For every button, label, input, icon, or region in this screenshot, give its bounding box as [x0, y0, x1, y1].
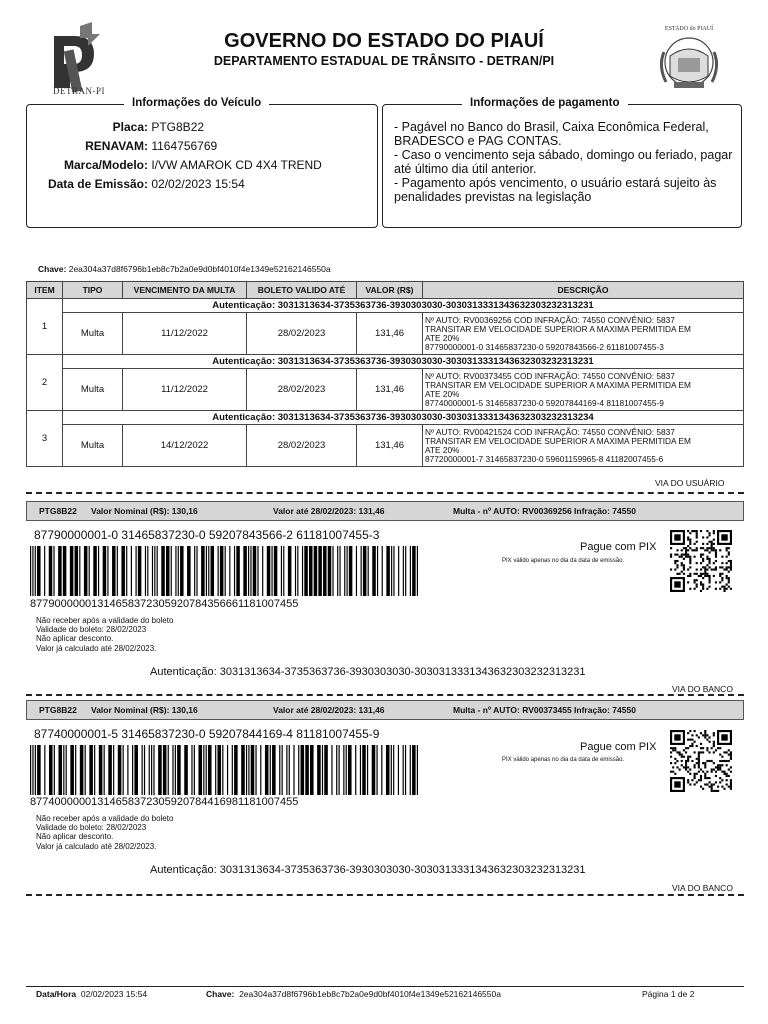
row-due: 11/12/2022 — [123, 369, 247, 411]
table-row — [27, 355, 744, 369]
boleto-value-until: Valor até 28/02/2023: 131,46 — [273, 705, 385, 715]
row-value: 131,46 — [357, 425, 423, 467]
boleto-value-until: Valor até 28/02/2023: 131,46 — [273, 506, 385, 516]
table-row — [27, 299, 744, 313]
table-row — [27, 411, 744, 425]
boleto-plate: PTG8B22 — [39, 705, 77, 715]
via-usuario-label: VIA DO USUÁRIO — [655, 478, 725, 488]
cut-line — [26, 894, 744, 896]
row-valid: 28/02/2023 — [247, 425, 357, 467]
footer-datetime: Data/Hora 02/02/2023 15:54 — [36, 989, 148, 999]
vehicle-info-title: Informações do Veículo — [124, 97, 269, 109]
vehicle-info — [34, 118, 374, 194]
item-number: 1 — [27, 299, 63, 355]
barcode — [30, 546, 418, 596]
row-auth: Autenticação: 3031313634-3735363736-3930303030-3030313331343632303232313231 — [63, 299, 744, 313]
col-header: VENCIMENTO DA MULTA — [123, 282, 247, 299]
model-value: I/VW AMAROK CD 4X4 TREND — [151, 158, 322, 172]
boleto-fine-info: Multa - nº AUTO: RV00373455 Infração: 74550 — [453, 705, 636, 715]
payment-line: - Caso o vencimento seja sábado, domingo ou feriado, pagar até último dia útil anterior. — [394, 148, 733, 176]
boleto-fine-info: Multa - nº AUTO: RV00369256 Infração: 74550 — [453, 506, 636, 516]
row-value: 131,46 — [357, 313, 423, 355]
boleto-plate: PTG8B22 — [39, 506, 77, 516]
payment-info — [394, 120, 736, 204]
via-banco-label: VIA DO BANCO — [672, 883, 733, 893]
detran-logo-text: DETRAN-PI — [53, 86, 105, 96]
item-number: 3 — [27, 411, 63, 467]
cut-line — [26, 492, 744, 494]
payment-line: - Pagamento após vencimento, o usuário estará sujeito às penalidades previstas na legislação — [394, 176, 717, 204]
svg-text:ESTADO do PIAUÍ: ESTADO do PIAUÍ — [664, 26, 714, 32]
boleto-nominal: Valor Nominal (R$): 130,16 — [91, 506, 198, 516]
via-banco-label: VIA DO BANCO — [672, 684, 733, 694]
boleto-notes: Não receber após a validade do boleto Validade do boleto: 28/02/2023 Não aplicar desconto. Valor já calculado até 28/02/2023. — [36, 616, 174, 653]
issue-date-value: 02/02/2023 15:54 — [151, 177, 245, 191]
barcode — [30, 745, 418, 795]
footer-key: Chave: 2ea304a37d8f6796b1eb8c7b2a0e9d0bf4010f4e1349e52162146550a — [206, 989, 501, 999]
pix-qr-code — [670, 530, 732, 592]
row-description: Nº AUTO: RV00369256 COD INFRAÇÃO: 74550 CONVÊNIO: 5837 TRANSITAR EM VELOCIDADE SUPERIOR A MAXIMA PERMITIDA EM ATE 20% 87790000001-0 31465837230-0 59207843566-2 61181007455-3 — [423, 313, 744, 355]
col-header: VALOR (R$) — [357, 282, 423, 299]
key-label: Chave: — [38, 264, 67, 274]
boleto-notes: Não receber após a validade do boleto Validade do boleto: 28/02/2023 Não aplicar desconto. Valor já calculado até 28/02/2023. — [36, 814, 174, 851]
payment-line: - Pagável no Banco do Brasil, Caixa Econômica Federal, BRADESCO e PAG CONTAS. — [394, 120, 709, 148]
col-header: BOLETO VALIDO ATÉ — [247, 282, 357, 299]
row-description: Nº AUTO: RV00421524 COD INFRAÇÃO: 74550 CONVÊNIO: 5837 TRANSITAR EM VELOCIDADE SUPERIOR A MAXIMA PERMITIDA EM ATE 20% 87720000001-7 31465837230-0 59601159965-8 41182007455-6 — [423, 425, 744, 467]
pix-note: PIX válido apenas no dia da data de emissão. — [502, 558, 625, 564]
key-value: 2ea304a37d8f6796b1eb8c7b2a0e9d0bf4010f4e1349e52162146550a — [68, 264, 331, 274]
table-row — [27, 425, 744, 467]
model-label: Marca/Modelo: — [63, 158, 148, 172]
row-description: Nº AUTO: RV00373455 COD INFRAÇÃO: 74550 CONVÊNIO: 5837 TRANSITAR EM VELOCIDADE SUPERIOR A MAXIMA PERMITIDA EM ATE 20% 87740000001-5 31465837230-0 59207844169-4 81181007455-9 — [423, 369, 744, 411]
table-row — [27, 369, 744, 411]
boleto-auth: Autenticação: 3031313634-3735363736-3930303030-3030313331343632303232313231 — [150, 864, 586, 876]
boleto-auth: Autenticação: 3031313634-3735363736-3930303030-3030313331343632303232313231 — [150, 666, 586, 678]
row-type: Multa — [63, 313, 123, 355]
col-header: ITEM — [27, 282, 63, 299]
page-title: GOVERNO DO ESTADO DO PIAUÍ — [224, 30, 544, 52]
boleto-header — [26, 700, 744, 720]
item-number: 2 — [27, 355, 63, 411]
row-due: 14/12/2022 — [123, 425, 247, 467]
pix-title: Pague com PIX — [580, 541, 657, 553]
boleto-nominal: Valor Nominal (R$): 130,16 — [91, 705, 198, 715]
digitable-line: 87740000001-5 31465837230-0 59207844169-4 81181007455-9 — [34, 727, 380, 741]
table-row — [27, 313, 744, 355]
key-line — [38, 264, 331, 274]
barcode-number: 877900000013146583723059207843566611810074​55 — [30, 598, 299, 610]
table-header-row — [27, 282, 744, 299]
cut-line — [26, 694, 744, 696]
row-type: Multa — [63, 425, 123, 467]
row-valid: 28/02/2023 — [247, 369, 357, 411]
page-subtitle: DEPARTAMENTO ESTADUAL DE TRÂNSITO - DETRAN/PI — [213, 54, 555, 68]
row-valid: 28/02/2023 — [247, 313, 357, 355]
footer-page: Página 1 de 2 — [642, 989, 695, 999]
col-header: TIPO — [63, 282, 123, 299]
boleto-header — [26, 501, 744, 521]
pix-qr-code — [670, 730, 732, 792]
pix-title: Pague com PIX — [580, 741, 657, 753]
row-type: Multa — [63, 369, 123, 411]
payment-info-title: Informações de pagamento — [462, 97, 628, 109]
plate-label: Placa: — [112, 120, 148, 134]
digitable-line: 87790000001-0 31465837230-0 59207843566-2 61181007455-3 — [34, 528, 380, 542]
state-seal — [656, 22, 722, 96]
col-header: DESCRIÇÃO — [423, 282, 744, 299]
row-auth: Autenticação: 3031313634-3735363736-3930303030-3030313331343632303232313231 — [63, 355, 744, 369]
footer-rule — [26, 986, 744, 987]
barcode-number: 87740000001314658372305920784416981181007455 — [30, 796, 299, 808]
fines-table — [26, 281, 744, 467]
row-value: 131,46 — [357, 369, 423, 411]
renavam-value: 1164756769 — [151, 139, 218, 153]
row-due: 11/12/2022 — [123, 313, 247, 355]
pix-note: PIX válido apenas no dia da data de emissão. — [502, 757, 625, 763]
issue-date-label: Data de Emissão: — [47, 177, 148, 191]
plate-value: PTG8B22 — [151, 120, 205, 134]
renavam-label: RENAVAM: — [85, 139, 148, 153]
row-auth: Autenticação: 3031313634-3735363736-3930303030-3030313331343632303232313234 — [63, 411, 744, 425]
